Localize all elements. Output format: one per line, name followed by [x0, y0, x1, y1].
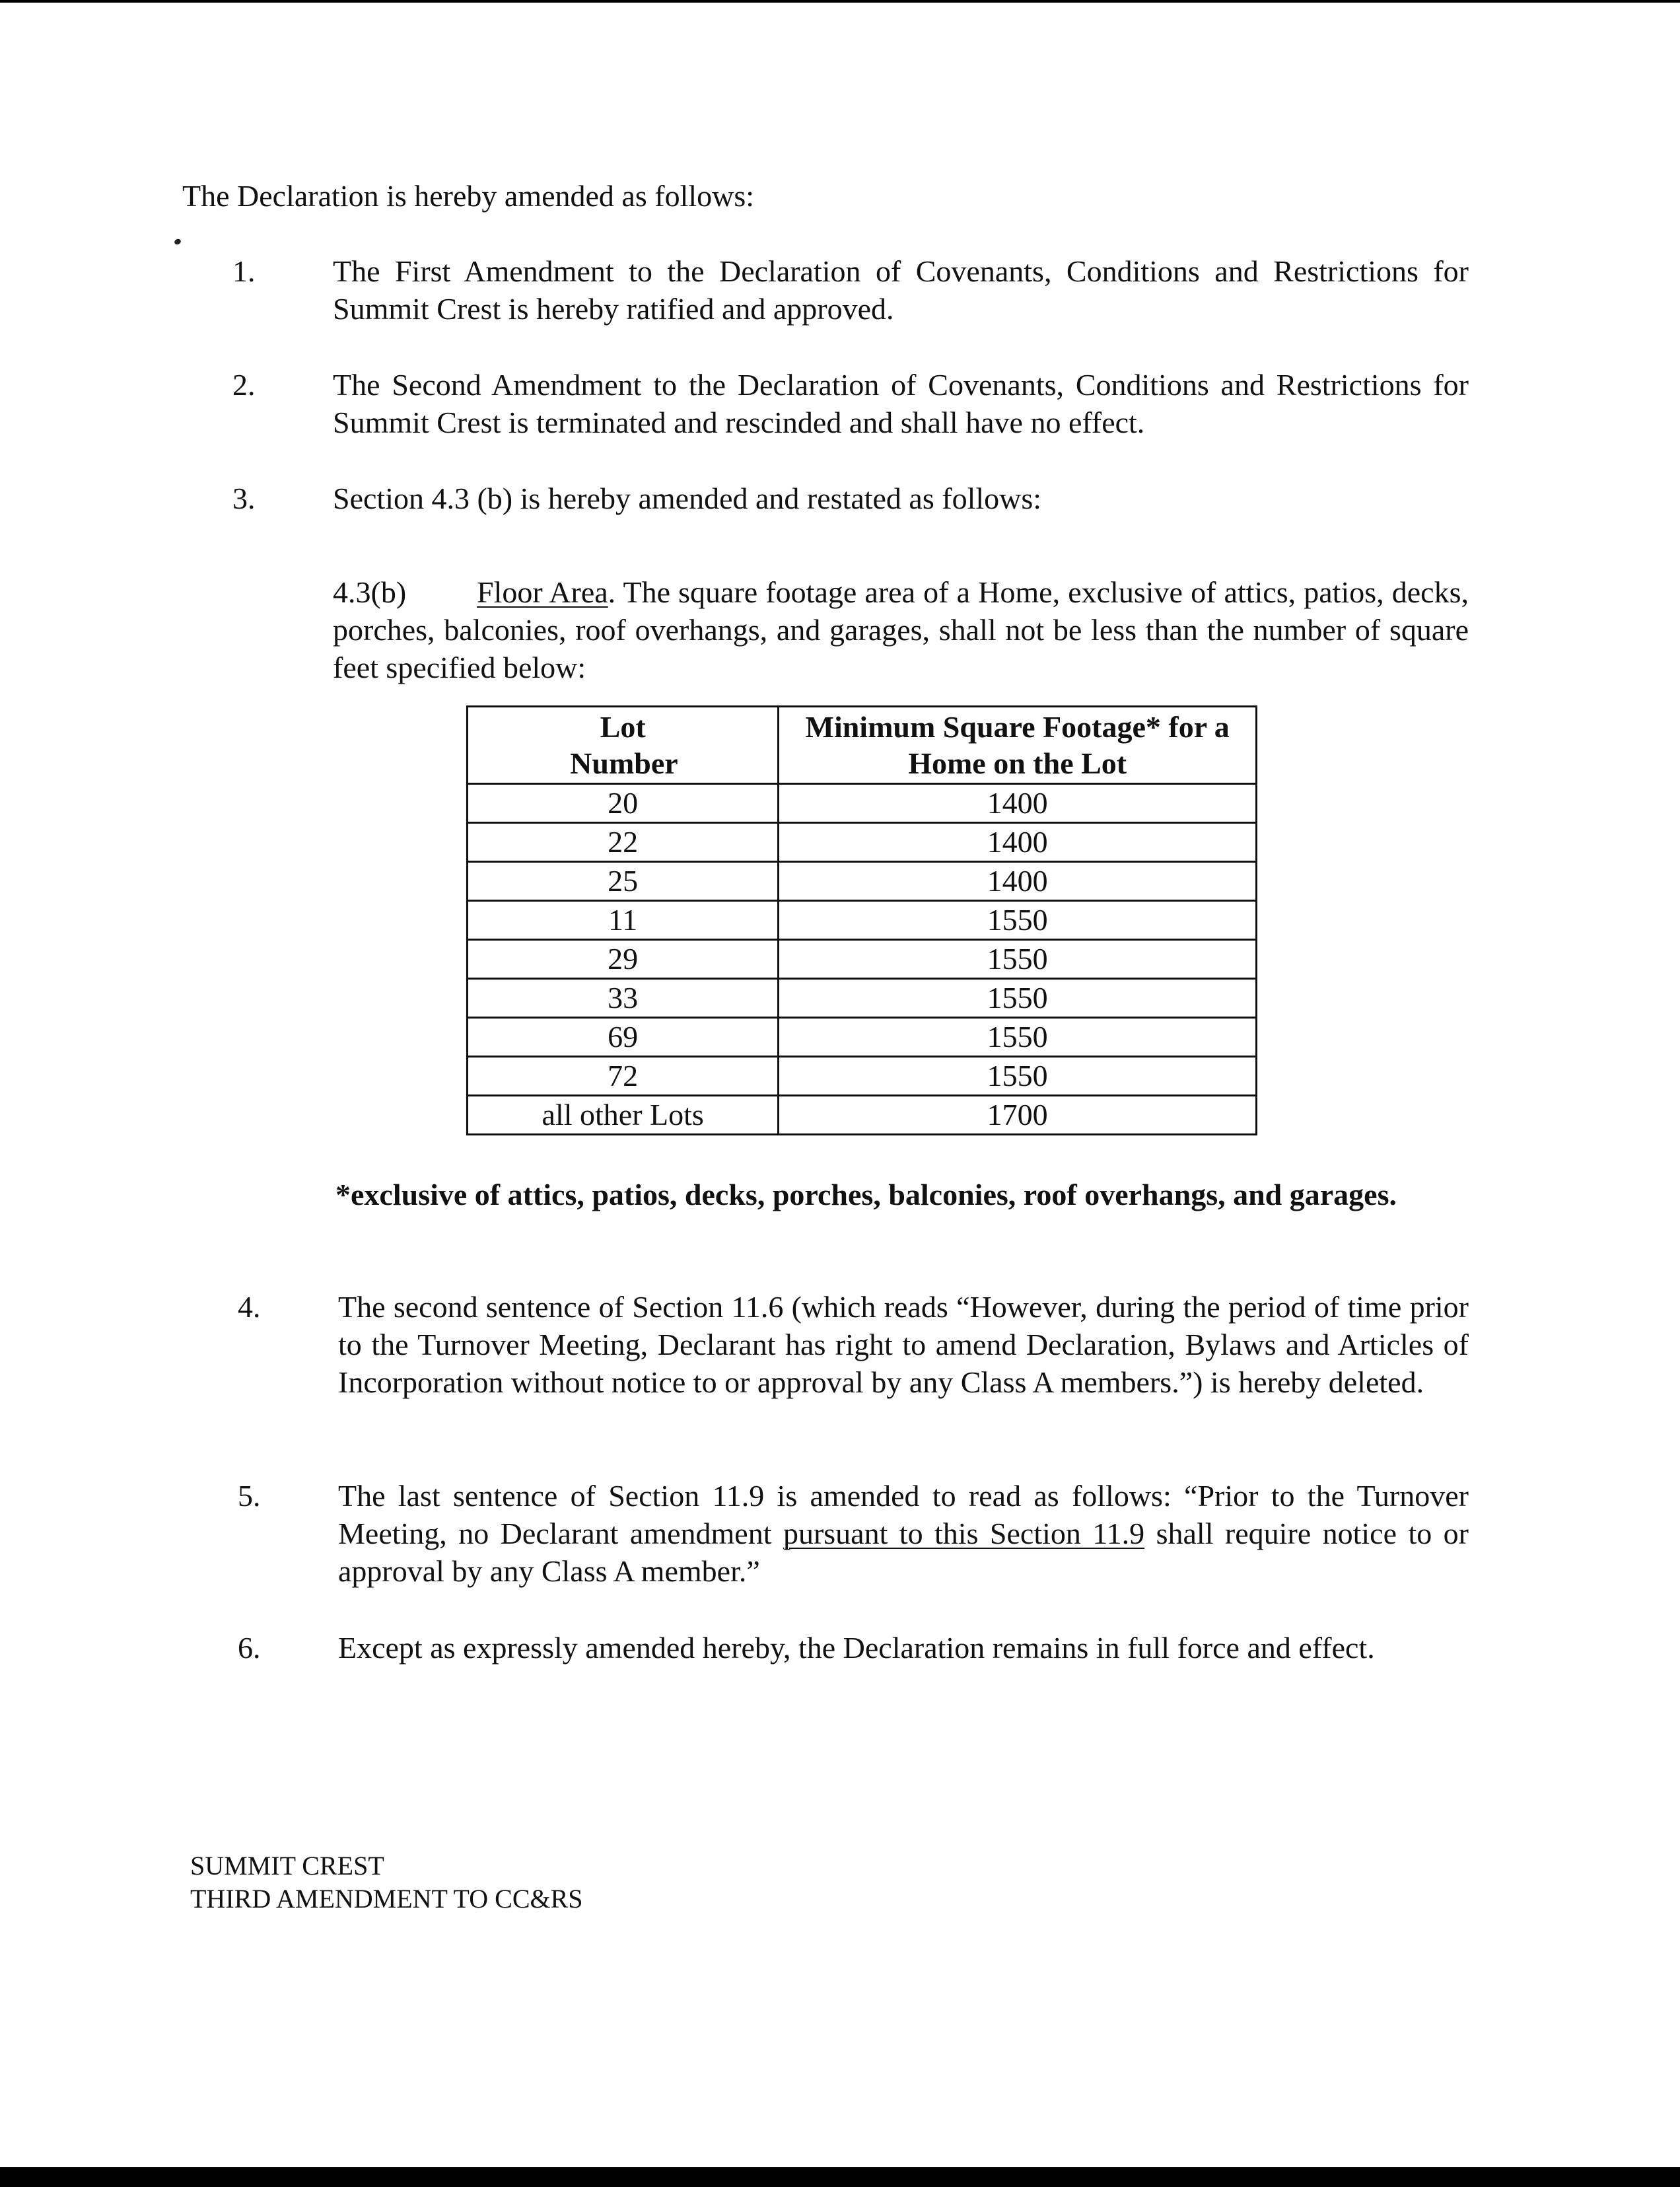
square-footage-cell: 1700	[779, 1096, 1257, 1135]
table-row	[468, 979, 1257, 1018]
square-footage-cell: 1400	[779, 784, 1257, 823]
section-number: 4.3(b)	[333, 575, 407, 609]
item-number: 6.	[238, 1631, 261, 1665]
item-number: 5.	[238, 1479, 261, 1513]
item-text: Section 4.3 (b) is hereby amended and restated as follows:	[333, 482, 1042, 515]
square-footage-table	[466, 705, 1257, 1135]
document-footer	[190, 1849, 583, 1916]
lot-number-cell: 22	[468, 823, 779, 862]
section-text: The square footage area of a Home, exclusive of attics, patios, decks, porches, balconies, roof overhangs, and garages, shall not be less than the number of square feet specified below:	[333, 575, 1469, 684]
square-footage-cell: 1550	[779, 1057, 1257, 1096]
list-item	[238, 1477, 1469, 1596]
square-footage-cell: 1550	[779, 901, 1257, 940]
item-text: The second sentence of Section 11.6 (which reads “However, during the period of time prior to the Turnover Meeting, Declarant has right to amend Declaration, Bylaws and Articles of Incorporation without notice to or approval by any Class A members.”) is hereby deleted.	[338, 1290, 1469, 1399]
lot-number-cell: 72	[468, 1057, 779, 1096]
square-footage-cell: 1400	[779, 823, 1257, 862]
table-row	[468, 1057, 1257, 1096]
list-item	[238, 1629, 1469, 1668]
item-number: 1.	[232, 254, 256, 288]
scan-bottom-border	[0, 2167, 1680, 2187]
item-text: Except as expressly amended hereby, the Declaration remains in full force and effect.	[338, 1631, 1375, 1665]
lot-number-cell: 69	[468, 1018, 779, 1057]
table-row	[468, 784, 1257, 823]
lot-number-cell: 20	[468, 784, 779, 823]
header-minimum-square-footage: Minimum Square Footage* for a Home on the Lot	[779, 707, 1257, 784]
item-number: 4.	[238, 1290, 261, 1324]
item-number: 2.	[232, 368, 256, 402]
lot-number-cell: all other Lots	[468, 1096, 779, 1135]
scan-top-border	[0, 0, 1680, 3]
lot-number-cell: 25	[468, 862, 779, 901]
list-item	[232, 366, 1469, 445]
item-text: The Second Amendment to the Declaration of Covenants, Conditions and Restrictions for Summit Crest is terminated and rescinded and shall have no effect.	[333, 368, 1469, 439]
list-item	[232, 480, 1469, 519]
section-title-punct: .	[608, 575, 616, 609]
footer-line-2: THIRD AMENDMENT TO CC&RS	[190, 1884, 583, 1914]
square-footage-cell: 1550	[779, 1018, 1257, 1057]
intro-text: The Declaration is hereby amended as follows:	[182, 179, 755, 213]
table-footnote: *exclusive of attics, patios, decks, porches, balconies, roof overhangs, and garages.	[335, 1178, 1397, 1211]
list-item	[238, 1288, 1469, 1447]
lot-number-cell: 29	[468, 940, 779, 979]
item-text: The last sentence of Section 11.9 is amended to read as follows: “Prior to the Turnover Meeting, no Declarant amendment pursuant to this Section 11.9 shall require notice to or approval by any Class A member.”	[338, 1479, 1469, 1588]
table-row	[468, 940, 1257, 979]
item-text: The First Amendment to the Declaration of Covenants, Conditions and Restrictions for Summit Crest is hereby ratified and approved.	[333, 254, 1469, 326]
list-item	[232, 252, 1469, 332]
header-lot-number: Lot Number	[468, 707, 779, 784]
table-row	[468, 901, 1257, 940]
underlined-reference: pursuant to this Section 11.9	[783, 1517, 1145, 1550]
table-row	[468, 862, 1257, 901]
table-header-row	[468, 707, 1257, 784]
footer-line-1: SUMMIT CREST	[190, 1851, 384, 1881]
square-footage-cell: 1400	[779, 862, 1257, 901]
table-row	[468, 1096, 1257, 1135]
item-number: 3.	[232, 482, 256, 515]
table-row	[468, 823, 1257, 862]
section-title: Floor Area	[477, 575, 608, 609]
square-footage-cell: 1550	[779, 979, 1257, 1018]
scan-speck	[174, 238, 182, 245]
lot-number-cell: 33	[468, 979, 779, 1018]
section-4-3b	[333, 573, 1469, 686]
square-footage-cell: 1550	[779, 940, 1257, 979]
table-row	[468, 1018, 1257, 1057]
lot-number-cell: 11	[468, 901, 779, 940]
